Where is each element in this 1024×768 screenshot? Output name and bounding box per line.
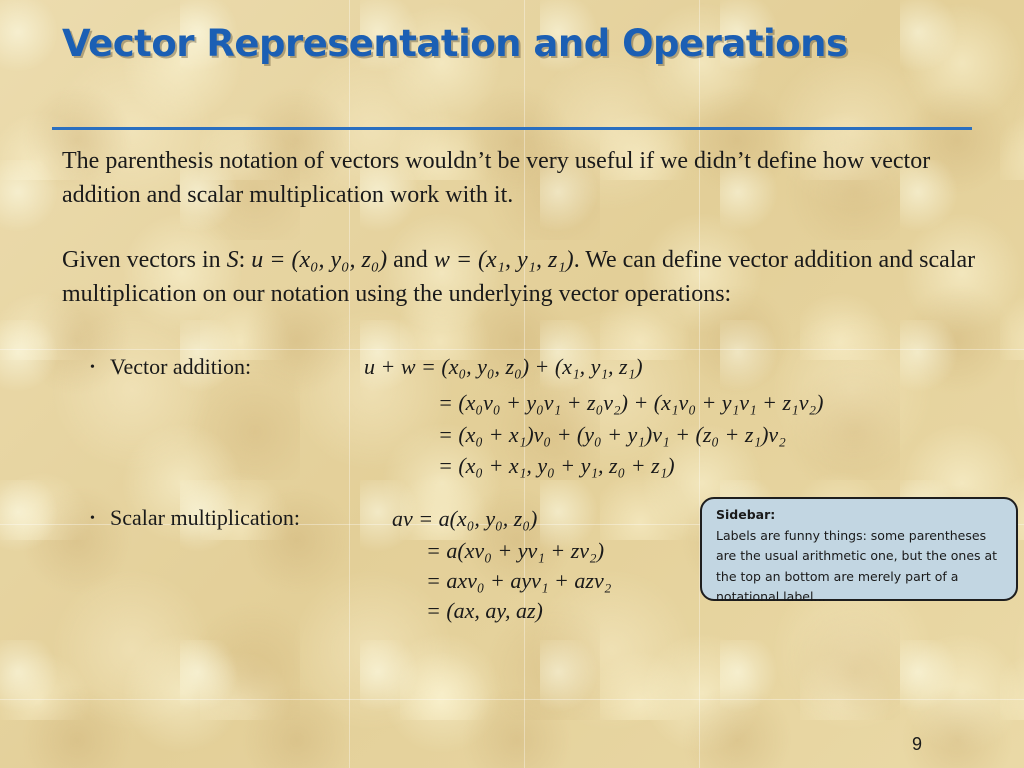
sidebar-callout	[700, 497, 1018, 604]
intro-paragraph: The parenthesis notation of vectors wouldn’t be very useful if we didn’t define how vector addition and scalar multiplication work with it.	[62, 148, 931, 208]
addition-equation-line: = (x₀v₀ + y₀v₁ + z₀v₂) + (x₁v₀ + y₁v₁ + z₁v₂)	[438, 390, 824, 415]
background-grid-line	[0, 699, 1024, 700]
sidebar-text: Labels are funny things: some parentheses are the usual arithmetic one, but the ones at the top an bottom are merely part of a notational label…	[716, 527, 998, 604]
w-definition: w = (x₁, y₁, z₁)	[433, 247, 574, 273]
addition-equation-line: u + w = (x₀, y₀, z₀) + (x₁, y₁, z₁)	[364, 354, 643, 379]
bullet-dot: •	[90, 511, 95, 526]
background-grid-line	[349, 0, 350, 768]
scalar-equation-line: av = a(x₀, y₀, z₀)	[392, 506, 538, 531]
sidebar-title: Sidebar:	[716, 507, 776, 522]
bullet-label: Vector addition:	[110, 354, 252, 379]
definition-colon: :	[238, 247, 252, 273]
title-underline	[52, 127, 972, 130]
scalar-equation-line: = a(xv₀ + yv₁ + zv₂)	[426, 538, 605, 563]
bullet-dot: •	[90, 360, 95, 375]
bullet-scalar-multiplication	[90, 503, 300, 534]
definition-and: and	[387, 247, 434, 273]
addition-equation-line: = (x₀ + x₁)v₀ + (y₀ + y₁)v₁ + (z₀ + z₁)v₂	[438, 422, 786, 447]
bullet-vector-addition	[90, 352, 251, 383]
scalar-equation-line: = axv₀ + ayv₁ + azv₂	[426, 568, 612, 593]
space-symbol: S	[226, 247, 239, 273]
definition-lead: Given vectors in	[62, 247, 227, 273]
page-number: 9	[912, 734, 923, 754]
definition-paragraph	[62, 243, 982, 311]
background-grid-line	[0, 349, 1024, 350]
definition-rest: . We can define vector addition and scalar multiplication on our notation using the underlying vector operations:	[62, 247, 976, 307]
slide-title: Vector Representation and Operations	[62, 22, 848, 65]
addition-equation-line: = (x₀ + x₁, y₀ + y₁, z₀ + z₁)	[438, 453, 675, 478]
bullet-label: Scalar multiplication:	[110, 505, 301, 530]
u-definition: u = (x₀, y₀, z₀)	[251, 247, 388, 273]
scalar-equation-line: = (ax, ay, az)	[426, 598, 543, 623]
background-grid-line	[699, 0, 700, 768]
background-grid-line	[524, 0, 525, 768]
